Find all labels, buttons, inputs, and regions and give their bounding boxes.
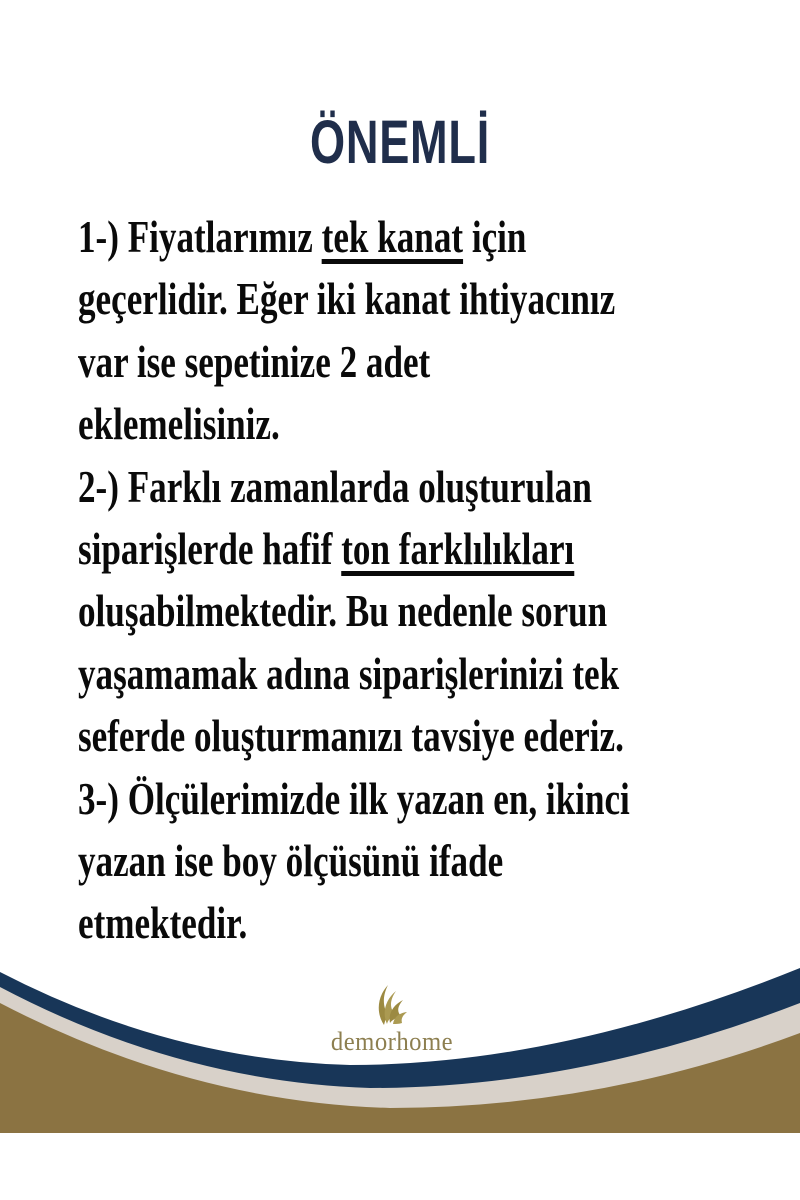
text-segment: 3-) Ölçülerimizde ilk yazan en, ikinci xyxy=(78,773,630,824)
text-segment: oluşabilmektedir. Bu nedenle sorun xyxy=(78,586,608,637)
text-segment: siparişlerde hafif xyxy=(78,524,342,575)
notice-line xyxy=(78,206,800,268)
text-segment: geçerlidir. Eğer iki kanat ihtiyacınız xyxy=(78,274,616,325)
notice-line xyxy=(78,705,800,767)
notice-line xyxy=(78,830,800,892)
underlined-phrase: tek kanat xyxy=(321,212,464,262)
flame-flourish-icon xyxy=(376,983,408,1025)
notice-line xyxy=(78,518,800,580)
text-segment: yazan ise boy ölçüsünü ifade xyxy=(78,836,504,887)
text-segment: yaşamamak adına siparişlerinizi tek xyxy=(78,648,620,699)
notice-line xyxy=(78,331,800,393)
text-segment: var ise sepetinize 2 adet xyxy=(78,336,431,387)
notice-line xyxy=(78,643,800,705)
notice-line xyxy=(78,393,800,455)
notice-line xyxy=(78,892,800,954)
notice-line xyxy=(78,268,800,330)
bottom-white-strip xyxy=(0,1133,800,1200)
notice-text xyxy=(78,206,800,955)
text-segment: etmektedir. xyxy=(78,898,248,949)
brand-name: demorhome xyxy=(330,1027,454,1056)
underlined-phrase: ton farklılıkları xyxy=(341,524,575,575)
notice-line xyxy=(78,768,800,830)
page-title: ÖNEMLİ xyxy=(310,108,490,176)
text-segment: 1-) Fiyatlarımız xyxy=(78,212,322,262)
text-segment: seferde oluşturmanızı tavsiye ederiz. xyxy=(78,711,624,762)
notice-line xyxy=(78,456,800,518)
text-segment: 2-) Farklı zamanlarda oluşturulan xyxy=(78,461,592,512)
text-segment: için xyxy=(463,212,527,262)
text-segment: eklemelisiniz. xyxy=(78,399,280,450)
brand-logo xyxy=(292,983,492,1057)
notice-line xyxy=(78,580,800,642)
